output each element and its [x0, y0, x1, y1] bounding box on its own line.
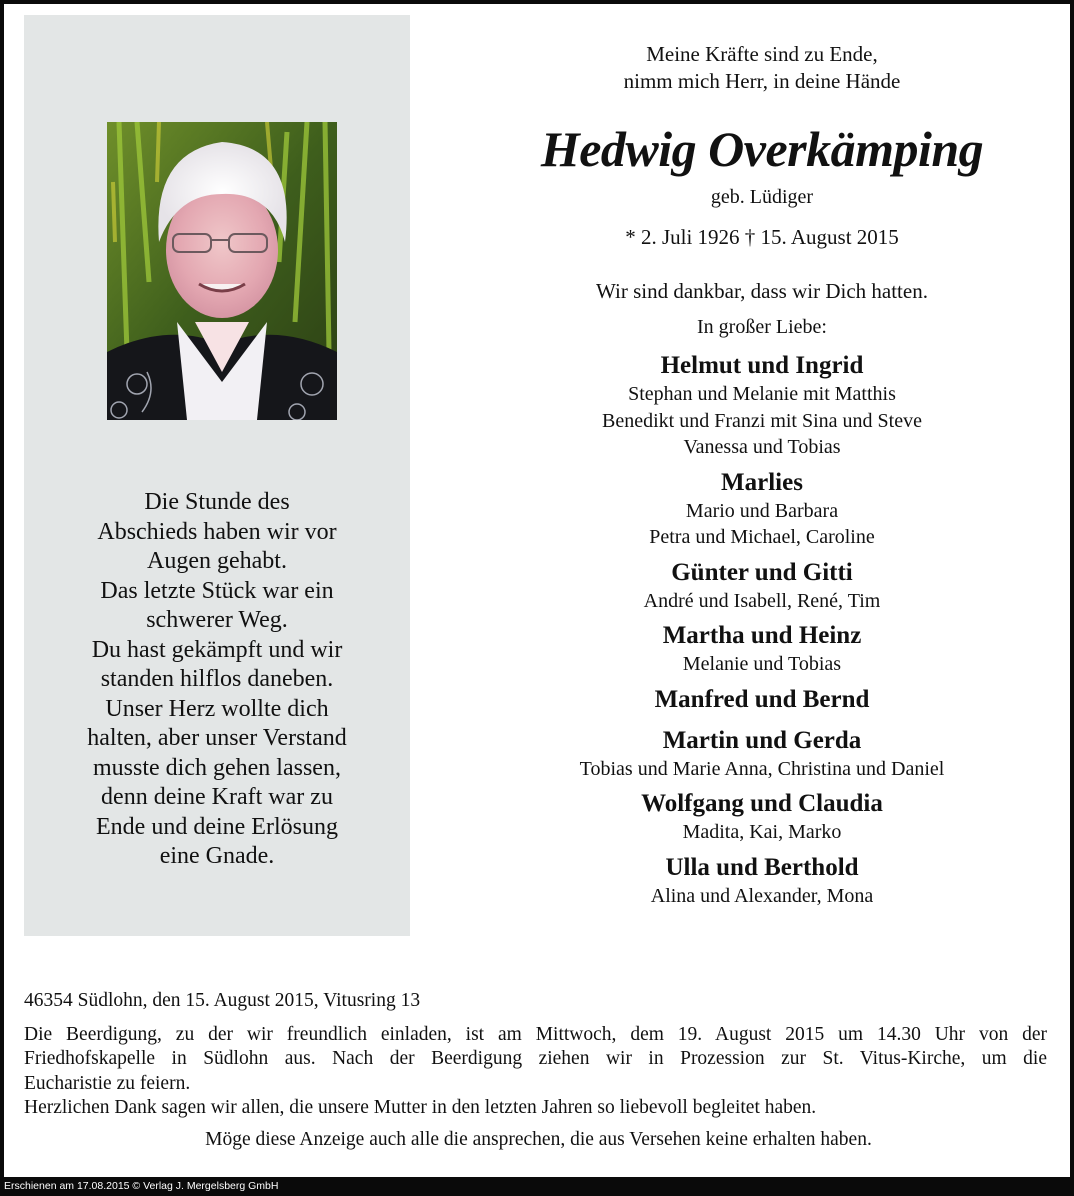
family-member-line: Petra und Michael, Caroline [649, 526, 875, 548]
poem-line: halten, aber unser Verstand [87, 725, 347, 751]
family-member-line: Tobias und Marie Anna, Christina und Daniel [579, 757, 945, 780]
family-head: Günter und Gitti [671, 558, 853, 586]
mourners-list [484, 350, 1040, 915]
family-member-line: Mario und Barbara [685, 499, 839, 522]
side-panel [24, 15, 410, 936]
family-group [484, 852, 1040, 910]
maiden-name: geb. Lüdiger [710, 186, 814, 208]
family-member-line: André und Isabell, René, Tim [643, 589, 881, 612]
address-date-line: 46354 Südlohn, den 15. August 2015, Vitusring 13 [24, 990, 421, 1011]
poem-line: Du hast gekämpft und wir [91, 636, 343, 663]
motto-line: Meine Kräfte sind zu Ende, [646, 42, 878, 66]
funeral-details [24, 989, 1047, 1152]
family-member-line: Stephan und Melanie mit Matthis [628, 383, 896, 405]
family-member-line: Melanie und Tobias [682, 653, 842, 675]
family-group [484, 725, 1040, 783]
portrait-photo [107, 122, 337, 420]
family-head: Marlies [721, 468, 803, 496]
family-group [484, 620, 1040, 678]
closing-line: Möge diese Anzeige auch alle die ansprechen, die aus Versehen keine erhalten haben. [205, 1128, 872, 1150]
love-line: In großer Liebe: [697, 316, 827, 338]
poem-line: schwerer Weg. [146, 607, 288, 633]
poem-line: standen hilflos daneben. [100, 666, 334, 692]
publisher-credit: Erschienen am 17.08.2015 © Verlag J. Mergelsberg GmbH [4, 1180, 279, 1192]
family-head: Martha und Heinz [662, 622, 862, 649]
family-head: Martin und Gerda [662, 726, 862, 754]
farewell-poem [24, 488, 410, 872]
family-head: Manfred und Bernd [654, 685, 870, 713]
poem-line: Unser Herz wollte dich [105, 695, 329, 722]
poem-line: Abschieds haben wir vor [97, 518, 337, 545]
family-head: Helmut und Ingrid [660, 352, 864, 379]
poem-line: eine Gnade. [159, 843, 275, 869]
deceased-name: Hedwig Overkämping [540, 121, 984, 177]
funeral-line: Friedhofskapelle in Südlohn aus. Nach der Beerdigung ziehen wir in Prozession zur St. Vitus-Kirche, um die [24, 1048, 1047, 1069]
obituary-page [4, 4, 1070, 1177]
family-group [484, 557, 1040, 615]
poem-line: denn deine Kraft war zu [101, 784, 333, 810]
family-member-line: Alina und Alexander, Mona [650, 884, 874, 907]
family-head: Ulla und Berthold [665, 853, 859, 881]
family-member-line: Vanessa und Tobias [683, 436, 841, 458]
funeral-line: Eucharistie zu feiern. [24, 1072, 191, 1094]
family-head: Wolfgang und Claudia [641, 790, 883, 817]
funeral-notice [24, 1023, 1047, 1097]
motto [524, 41, 1000, 95]
thanks-line: Wir sind dankbar, dass wir Dich hatten. [596, 279, 928, 303]
funeral-line: Die Beerdigung, zu der wir freundlich einladen, ist am Mittwoch, dem 19. August 2015 um 14.30 Uhr von der [24, 1023, 1047, 1045]
family-member-line: Madita, Kai, Marko [682, 821, 842, 843]
poem-line: Augen gehabt. [147, 548, 287, 574]
motto-line: nimm mich Herr, in deine Hände [623, 69, 901, 93]
life-dates: * 2. Juli 1926 † 15. August 2015 [625, 225, 899, 249]
poem-line: Ende und deine Erlösung [96, 813, 338, 840]
family-group [484, 467, 1040, 551]
poem-line: musste dich gehen lassen, [93, 754, 341, 781]
publisher-footer [0, 1177, 1074, 1196]
family-group [484, 684, 1040, 715]
poem-line: Das letzte Stück war ein [100, 577, 334, 604]
family-group [484, 350, 1040, 461]
poem-line: Die Stunde des [144, 489, 290, 515]
portrait-image-icon [107, 122, 337, 420]
gratitude-line: Herzlichen Dank sagen wir allen, die unsere Mutter in den letzten Jahren so liebevoll begleitet haben. [24, 1097, 817, 1118]
family-member-line: Benedikt und Franzi mit Sina und Steve [602, 409, 922, 432]
family-group [484, 788, 1040, 846]
